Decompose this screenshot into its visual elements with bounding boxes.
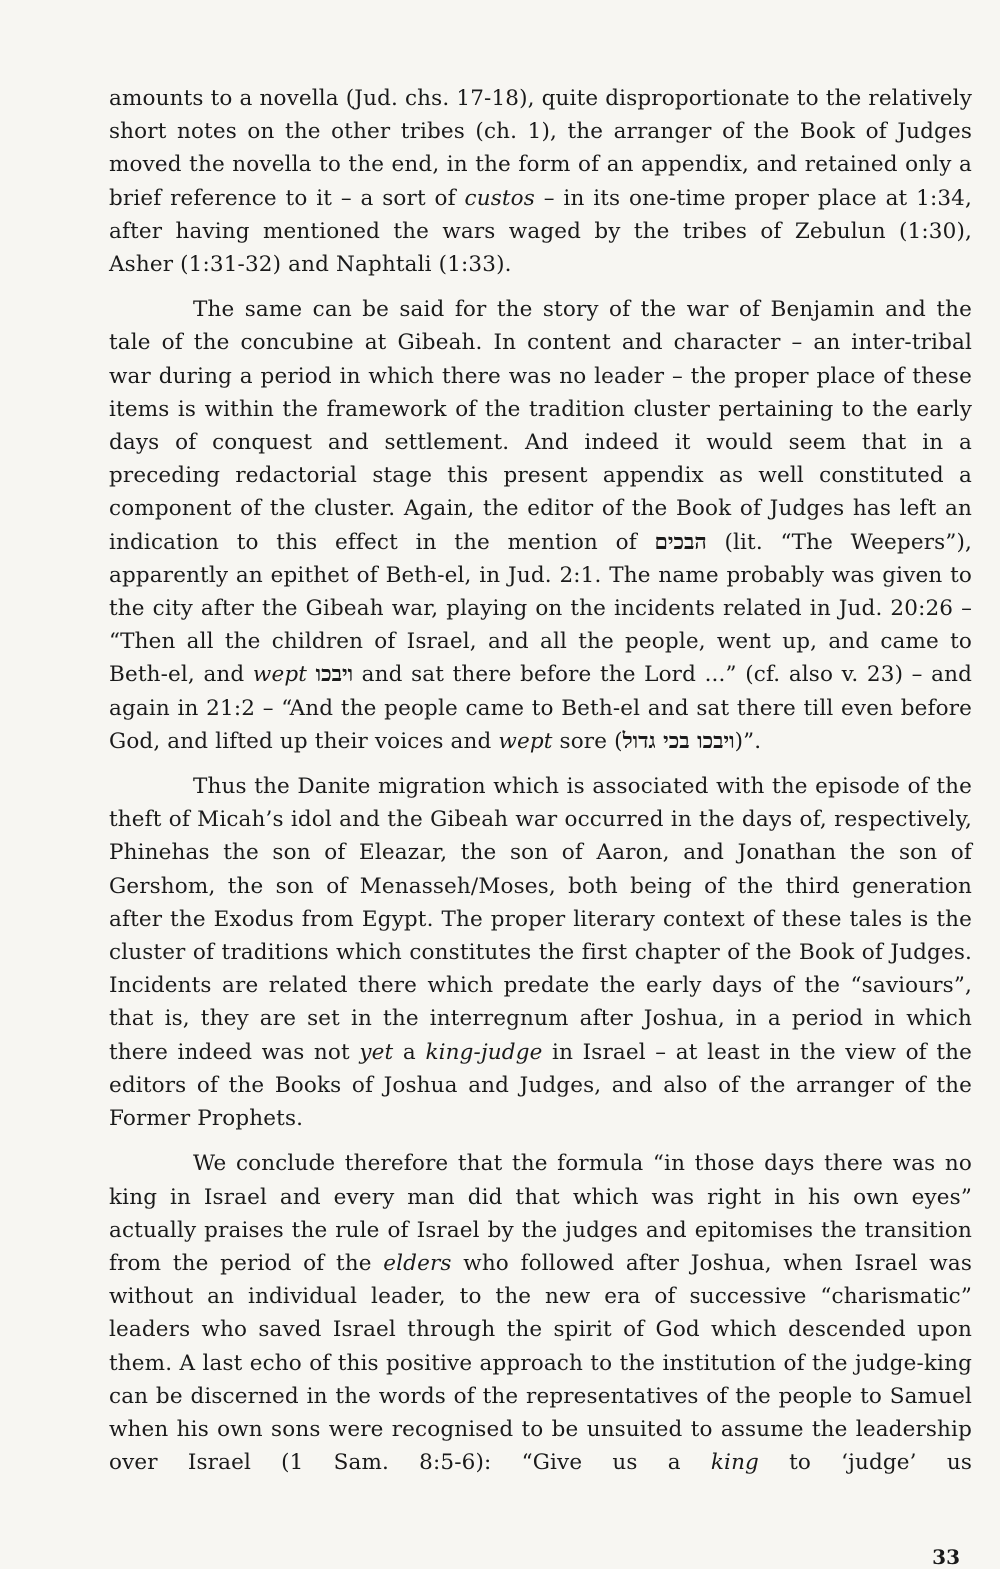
page-number: 33 [932, 1545, 960, 1569]
text-run: a [393, 1039, 426, 1065]
italic-term: wept [252, 662, 308, 688]
text-run: Thus the Danite migration which is associated with the episode of the theft of Micah’s idol and the Gibeah war occurred in the days of, respectively, Phinehas the son of Eleazar, the son of Aaron, and Jonathan the son of Gershom, the son of Menasseh/Moses, both being of the third generation after the Exodus from Egypt. The proper literary context of these tales is the cluster of traditions which constitutes the first chapter of the Book of Judges. Incidents are related there which predate the early days of the “saviours”, that is, they are set in the interregnum after Joshua, in a period in which there indeed was not [109, 774, 972, 1065]
text-run [307, 662, 316, 687]
text-run: and sat there before the Lord ...” (cf. also v. 23) – and again in 21:2 – “And the people came to Beth-el and sat there till even before God, and lifted up their voices and [109, 662, 972, 754]
text-run: who followed after Joshua, when Israel was without an individual leader, to the new era of successive “charismatic” leaders who saved Israel through the spirit of God which descended upon them. A last echo of this positive approach to the institution of the judge-king can be discerned in the words of the representatives of the people to Samuel when his own sons were recognised to be unsuited to assume the leadership over Israel (1 Sam. 8:5-6): “Give us a [109, 1250, 972, 1476]
italic-term: yet [359, 1039, 394, 1065]
hebrew-term: ויבכו [315, 662, 354, 688]
text-run: to ‘judge’ us [758, 1450, 973, 1476]
italic-term: elders [383, 1250, 452, 1276]
paragraph-3 [109, 770, 972, 1135]
text-run: We conclude therefore that the formula “in those days there was no king in Israel and every man did that which was right in his own eyes” actually praises the rule of Israel by the judges and epitomises the transition from the period of the [109, 1151, 972, 1276]
text-run: )”. [734, 728, 762, 754]
italic-term: custos [464, 185, 535, 211]
text-run: The same can be said for the story of the war of Benjamin and the tale of the concubine at Gibeah. In content and character – an inter-tribal war during a period in which there was no leader – the proper place of these items is within the framework of the tradition cluster pertaining to the early days of conquest and settlement. And indeed it would seem that in a preceding redactorial stage this present appendix as well constituted a component of the cluster. Again, the editor of the Book of Judges has left an indication to this effect in the mention of [109, 297, 972, 555]
italic-term: king-judge [425, 1039, 543, 1065]
text-run: amounts to a novella (Jud. chs. 17-18), quite disproportionate to the relatively short notes on the other tribes (ch. 1), the arranger of the Book of Judges moved the novella to the end, in the form of an appendix, and retained only a brief reference to it – a sort of [109, 86, 972, 211]
text-run: (lit. “The Weepers”), apparently an epithet of Beth-el, in Jud. 2:1. The name probably was given to the city after the Gibeah war, playing on the incidents related in Jud. 20:26 – “Then all the children of Israel, and all the people, went up, and came to Beth-el, and [109, 529, 972, 688]
hebrew-term: הבכים [654, 529, 707, 555]
text-run: – in its one-time proper place at 1:34, after having mentioned the wars waged by the tribes of Zebulun (1:30), Asher (1:31-32) and Naphtali (1:33). [109, 185, 972, 278]
text-run: sore ( [552, 728, 623, 754]
hebrew-term: ויבכו בכי גדול [622, 728, 735, 754]
paragraph-2 [109, 293, 972, 758]
paragraph-4 [109, 1147, 972, 1479]
italic-term: wept [498, 728, 553, 754]
italic-term: king [710, 1450, 759, 1476]
paragraph-1 [109, 82, 972, 281]
text-run: in Israel – at least in the view of the editors of the Books of Joshua and Judges, and also of the arranger of the Former Prophets. [109, 1039, 972, 1132]
